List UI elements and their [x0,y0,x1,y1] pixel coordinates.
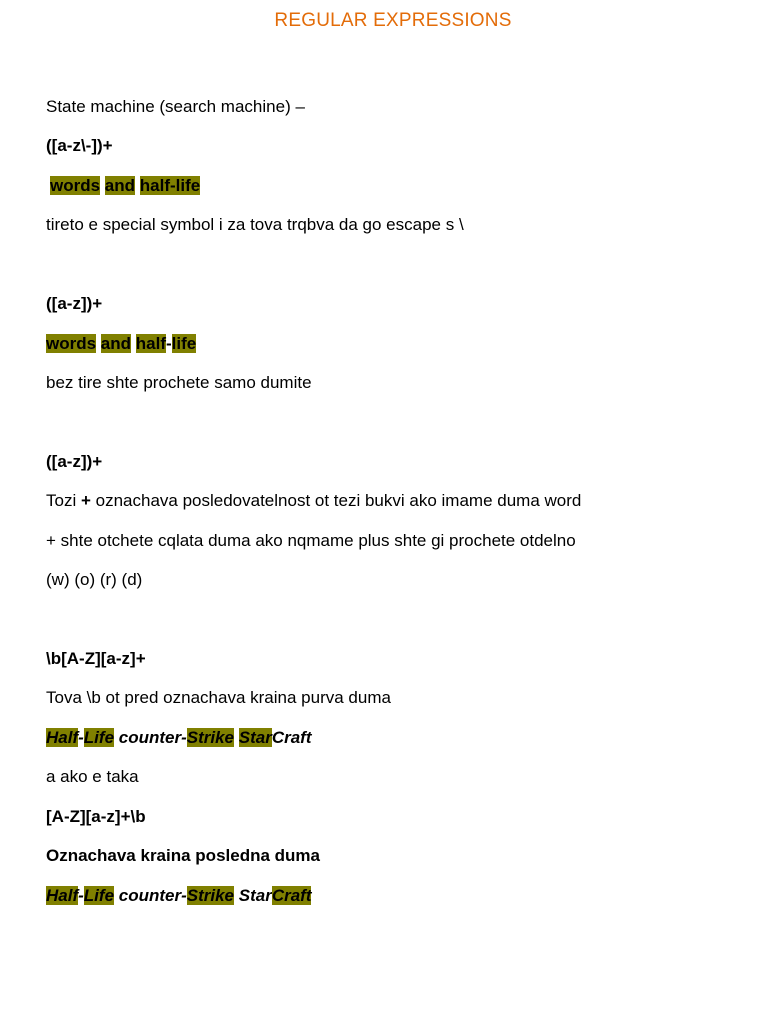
highlighted-match: Star [238,728,272,747]
highlighted-match: and [100,334,132,353]
plain-text: Star [234,886,272,905]
explanation-line-2: + shte otchete cqlata duma ako nqmame plus shte gi prochete otdelno [46,531,576,550]
plain-text: - [78,886,84,905]
plain-text: - [78,728,84,747]
note-1: tireto e special symbol i za tova trqbva da go escape s \ [46,215,464,234]
example-1 [50,174,200,198]
explanation-line-3: (w) (o) (r) (d) [46,570,143,589]
example-2 [46,332,196,356]
explanation-rest: oznachava posledovatelnost ot tezi bukvi ako imame duma word [90,491,582,510]
plain-text: Craft [271,728,312,747]
example-5 [46,884,311,908]
note-2: bez tire shte prochete samo dumite [46,373,312,392]
transition-line: a ako e taka [46,767,139,786]
example-4 [46,726,312,750]
highlighted-match: Strike [186,886,235,905]
highlighted-match: Life [83,886,115,905]
pattern-5: [A-Z][a-z]+\b [46,807,146,826]
pattern-4: \b[A-Z][a-z]+ [46,649,146,668]
highlighted-match: and [104,176,136,195]
pattern-3: ([a-z])+ [46,452,103,471]
plain-text: counter- [114,886,187,905]
highlighted-match: Craft [271,886,312,905]
highlighted-match: Strike [186,728,235,747]
highlighted-match: Half [46,728,79,747]
plain-text: - [166,334,172,353]
highlighted-match: life [171,334,197,353]
document-title: REGULAR EXPRESSIONS [274,10,512,31]
highlighted-match: words [50,176,101,195]
intro-line: State machine (search machine) – [46,97,305,116]
plus-symbol: + [80,491,91,510]
highlighted-match: words [46,334,97,353]
highlighted-match: Half [46,886,79,905]
plain-text: counter- [114,728,187,747]
note-4: Tova \b ot pred oznachava kraina purva duma [46,688,391,707]
note-5: Oznachava kraina posledna duma [46,846,320,865]
highlighted-match: half [135,334,166,353]
explanation-line-1 [46,489,581,513]
explanation-prefix: Tozi [46,491,81,510]
highlighted-match: Life [83,728,115,747]
pattern-1: ([a-z\-])+ [46,136,113,155]
highlighted-match: half-life [139,176,201,195]
pattern-2: ([a-z])+ [46,294,103,313]
